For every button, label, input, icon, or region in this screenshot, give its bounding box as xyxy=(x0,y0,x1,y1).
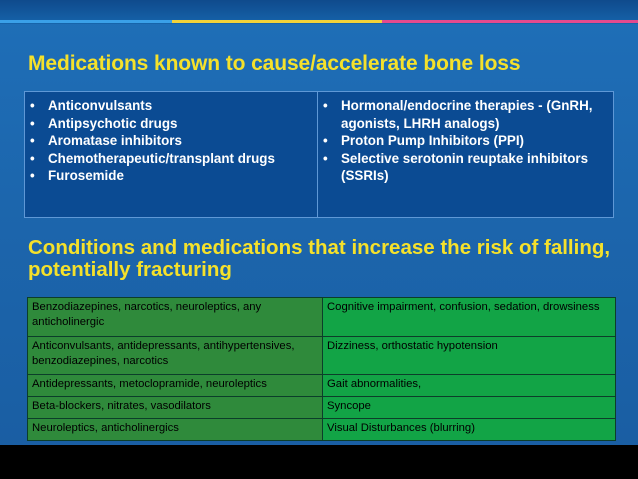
bone-loss-left-column xyxy=(29,97,309,185)
medication-cell: Antidepressants, metoclopramide, neuroleptics xyxy=(28,375,323,397)
accent-stripe-yellow xyxy=(172,20,382,23)
bone-loss-item: • Anticonvulsants xyxy=(30,98,153,113)
accent-stripe-blue xyxy=(0,20,172,23)
table-row xyxy=(28,375,616,397)
table-row xyxy=(28,419,616,441)
bone-loss-item: • Hormonal/endocrine therapies - (GnRH, agonists, LHRH analogs) xyxy=(323,98,593,131)
medication-cell: Beta-blockers, nitrates, vasodilators xyxy=(28,397,323,419)
slide-title: Medications known to cause/accelerate bone loss xyxy=(28,52,521,75)
effect-cell: Dizziness, orthostatic hypotension xyxy=(323,337,616,375)
falling-risk-title: Conditions and medications that increase the risk of falling, potentially fracturing xyxy=(28,236,611,281)
bone-loss-item: • Aromatase inhibitors xyxy=(30,133,182,148)
falling-risk-table xyxy=(27,297,616,441)
effect-cell: Syncope xyxy=(323,397,616,419)
medication-cell: Anticonvulsants, antidepressants, antihypertensives, benzodiazepines, narcotics xyxy=(28,337,323,375)
accent-stripe-pink xyxy=(382,20,638,23)
effect-cell: Gait abnormalities, xyxy=(323,375,616,397)
bone-loss-item: • Proton Pump Inhibitors (PPI) xyxy=(323,133,524,148)
bone-loss-item: • Antipsychotic drugs xyxy=(30,115,178,131)
medication-cell: Benzodiazepines, narcotics, neuroleptics, any anticholinergic xyxy=(28,298,323,337)
table-row xyxy=(28,397,616,419)
bone-loss-item: • Selective serotonin reuptake inhibitors (SSRIs) xyxy=(323,150,589,183)
bone-loss-box xyxy=(24,91,614,218)
bone-loss-item: • Chemotherapeutic/transplant drugs xyxy=(30,150,275,166)
table-row xyxy=(28,337,616,375)
column-divider xyxy=(317,92,318,217)
table-row xyxy=(28,298,616,337)
bone-loss-item: • Furosemide xyxy=(30,168,124,183)
bone-loss-right-column xyxy=(322,97,614,185)
medication-cell: Neuroleptics, anticholinergics xyxy=(28,419,323,441)
effect-cell: Cognitive impairment, confusion, sedation, drowsiness xyxy=(323,298,616,337)
effect-cell: Visual Disturbances (blurring) xyxy=(323,419,616,441)
